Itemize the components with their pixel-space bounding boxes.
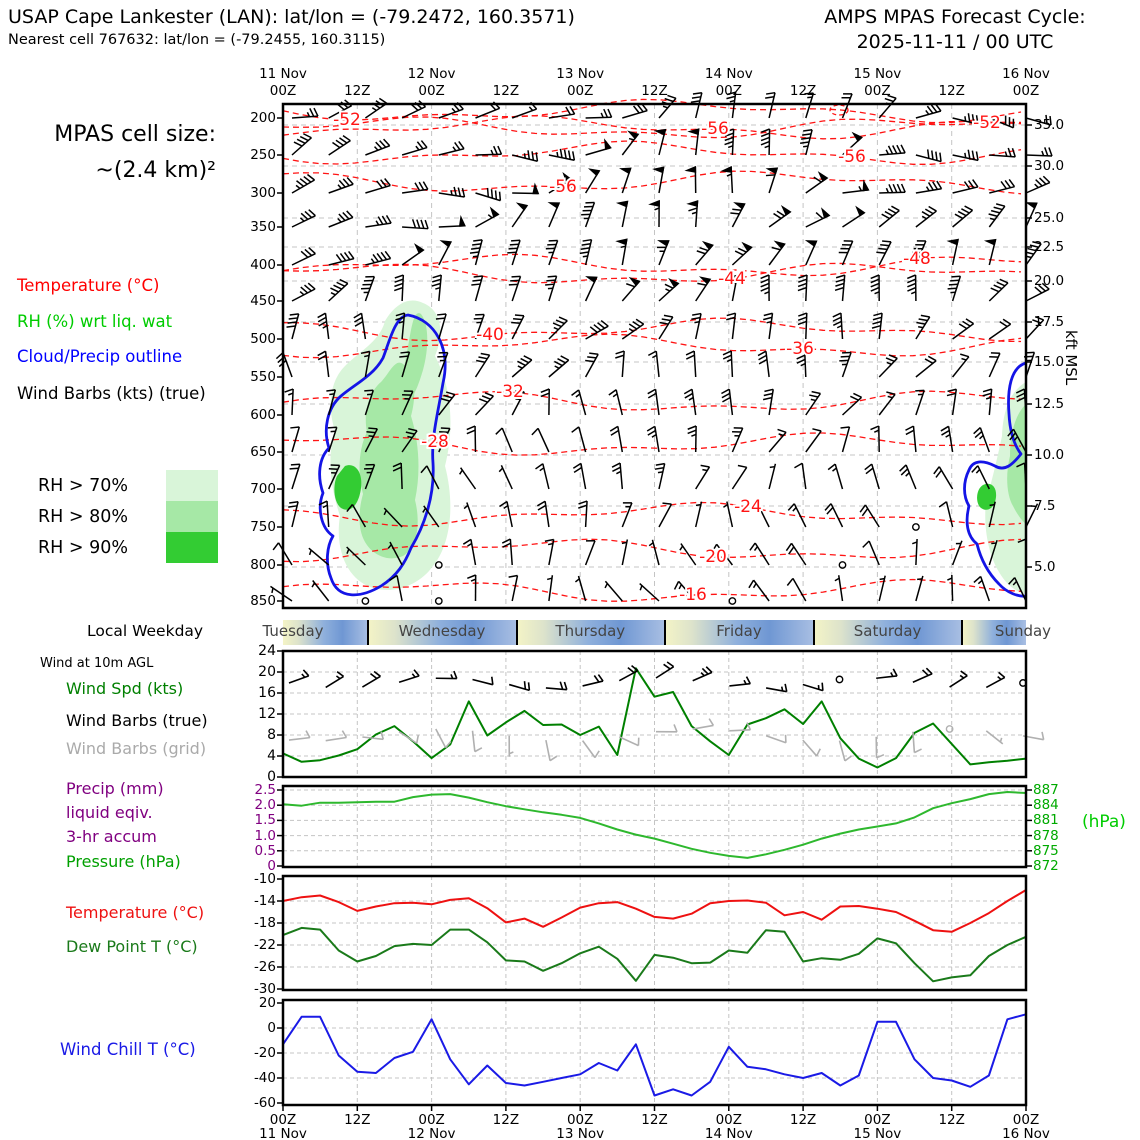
wind-ytick: 16 — [258, 685, 276, 701]
forecast-cycle-title: AMPS MPAS Forecast Cycle: — [824, 6, 1086, 28]
pressure-panel-plot — [283, 786, 1026, 867]
precip-label-1: Precip (mm) — [66, 779, 164, 798]
bottom-hour-tick: 00Z — [418, 1112, 445, 1128]
svg-text:-52: -52 — [973, 113, 1001, 133]
precip-ytick: 1.0 — [254, 827, 276, 844]
pressure-tick: 250 — [250, 147, 276, 163]
bottom-hour-tick: 00Z — [269, 1112, 297, 1128]
rh90-label: RH > 90% — [38, 537, 129, 558]
wind-ytick: 8 — [267, 727, 276, 743]
svg-text:-40: -40 — [476, 325, 504, 345]
pressure-tick: 800 — [250, 557, 276, 573]
rh80-row — [38, 501, 218, 532]
pressure-tick: 300 — [250, 185, 276, 201]
svg-text:-56: -56 — [701, 119, 729, 139]
windchill-panel-plot — [283, 1000, 1026, 1105]
svg-text:-56: -56 — [549, 177, 577, 197]
wind-ytick: 12 — [258, 706, 276, 722]
bottom-hour-tick: 12Z — [938, 1112, 965, 1128]
precip-ytick: 0.5 — [254, 842, 276, 859]
top-date-tick: 14 Nov — [704, 66, 753, 82]
weekday-name: Sunday — [994, 622, 1052, 640]
weekday-name: Wednesday — [398, 622, 486, 640]
top-hour-tick: 12Z — [938, 83, 965, 99]
bottom-hour-tick: 12Z — [789, 1112, 817, 1128]
top-hour-tick: 12Z — [344, 83, 371, 99]
top-date-tick: 11 Nov — [259, 66, 307, 82]
temp-ytick: -26 — [253, 959, 276, 975]
temperature-panel-plot — [283, 876, 1026, 990]
precip-ytick: 0 — [267, 858, 276, 874]
bottom-hour-tick: 00Z — [864, 1112, 891, 1128]
weekday-name: Tuesday — [262, 622, 324, 640]
svg-text:-20: -20 — [699, 547, 727, 567]
pressure-label: Pressure (hPa) — [66, 852, 181, 871]
kft-tick: 30.0 — [1034, 158, 1065, 174]
bottom-hour-tick: 00Z — [1012, 1112, 1040, 1128]
rh90-swatch — [166, 532, 218, 563]
pressure-ytick: 878 — [1033, 827, 1059, 844]
top-hour-tick: 00Z — [566, 83, 594, 99]
bottom-hour-tick: 12Z — [641, 1112, 668, 1128]
chill-ytick: 20 — [258, 995, 276, 1011]
rh80-swatch — [166, 501, 218, 532]
pressure-tick: 550 — [250, 369, 276, 385]
pressure-ytick: 881 — [1033, 812, 1059, 829]
weekday-name: Saturday — [853, 622, 922, 640]
weekday-divider — [516, 620, 518, 645]
local-weekday-label: Local Weekday — [87, 622, 204, 640]
pressure-tick: 650 — [250, 444, 276, 460]
bottom-hour-tick: 12Z — [492, 1112, 520, 1128]
top-date-tick: 16 Nov — [1002, 66, 1050, 82]
wind-panel-plot — [283, 651, 1026, 777]
hpa-unit-label: (hPa) — [1082, 812, 1126, 832]
wind-ytick: 4 — [267, 748, 276, 764]
temp-ytick: -10 — [253, 871, 276, 887]
top-hour-tick: 00Z — [418, 83, 445, 99]
top-hour-tick: 00Z — [715, 83, 743, 99]
svg-text:-24: -24 — [734, 497, 762, 517]
kft-tick: 12.5 — [1034, 396, 1065, 412]
kft-tick: 10.0 — [1034, 447, 1065, 463]
svg-text:-16: -16 — [679, 585, 707, 605]
pressure-ytick: 875 — [1033, 842, 1059, 859]
windchill-label: Wind Chill T (°C) — [60, 1040, 196, 1059]
pressure-ytick: 872 — [1033, 858, 1059, 874]
kft-tick: 15.0 — [1034, 354, 1065, 370]
bottom-hour-tick: 00Z — [566, 1112, 594, 1128]
top-date-tick: 15 Nov — [853, 66, 902, 82]
weekday-divider — [961, 620, 963, 645]
kft-tick: 20.0 — [1034, 273, 1065, 289]
top-hour-tick: 00Z — [1012, 83, 1040, 99]
svg-text:-56: -56 — [838, 147, 866, 167]
temperature-label: Temperature (°C) — [66, 903, 205, 922]
bottom-date-tick: 11 Nov — [259, 1126, 307, 1140]
wind-ytick: 24 — [258, 643, 276, 659]
bottom-hour-tick: 12Z — [344, 1112, 371, 1128]
wind10m-label: Wind at 10m AGL — [40, 656, 154, 671]
top-hour-tick: 00Z — [269, 83, 297, 99]
top-date-tick: 12 Nov — [407, 66, 456, 82]
bottom-hour-tick: 00Z — [715, 1112, 743, 1128]
weekday-name: Thursday — [555, 622, 626, 640]
top-date-tick: 13 Nov — [556, 66, 605, 82]
svg-text:-48: -48 — [903, 249, 931, 269]
kft-tick: 25.0 — [1034, 210, 1065, 226]
forecast-cycle-date: 2025-11-11 / 00 UTC — [856, 31, 1054, 53]
wind-spd-label: Wind Spd (kts) — [66, 679, 184, 698]
legend-rh: RH (%) wrt liq. wat — [17, 312, 173, 331]
pressure-tick: 400 — [250, 257, 276, 273]
wind-ytick: 20 — [258, 664, 276, 680]
temp-ytick: -22 — [253, 937, 276, 953]
legend-windbarbs: Wind Barbs (kts) (true) — [17, 384, 206, 403]
pressure-tick: 750 — [250, 519, 276, 535]
dewpoint-label: Dew Point T (°C) — [66, 937, 198, 956]
pressure-tick: 200 — [250, 110, 276, 126]
cell-size-label: MPAS cell size: — [54, 122, 216, 147]
kft-tick: 7.5 — [1034, 498, 1056, 514]
top-hour-tick: 00Z — [864, 83, 891, 99]
svg-text:-52: -52 — [333, 110, 361, 130]
legend-cloud: Cloud/Precip outline — [17, 347, 183, 366]
rh70-row — [38, 470, 218, 501]
cross-section-plot — [283, 104, 1026, 608]
bottom-date-tick: 12 Nov — [407, 1126, 456, 1140]
kft-tick: 22.5 — [1034, 239, 1065, 255]
page-subtitle: Nearest cell 767632: lat/lon = (-79.2455, 160.3115) — [8, 32, 386, 48]
svg-text:-36: -36 — [786, 339, 814, 359]
pressure-tick: 850 — [250, 593, 276, 609]
wind-barbs-grid-label: Wind Barbs (grid) — [66, 739, 207, 758]
svg-text:-28: -28 — [421, 432, 449, 452]
kft-axis-label: kft MSL — [1062, 330, 1080, 386]
kft-tick: 35.0 — [1034, 117, 1065, 133]
top-hour-tick: 12Z — [789, 83, 817, 99]
rh80-label: RH > 80% — [38, 506, 129, 527]
pressure-tick: 500 — [250, 331, 276, 347]
pressure-tick: 600 — [250, 407, 276, 423]
svg-text:-32: -32 — [496, 382, 524, 402]
precip-label-2: liquid eqiv. — [66, 803, 153, 822]
pressure-ytick: 884 — [1033, 797, 1059, 814]
page-title: USAP Cape Lankester (LAN): lat/lon = (-79.2472, 160.3571) — [8, 6, 575, 28]
bottom-date-tick: 13 Nov — [556, 1126, 605, 1140]
temp-ytick: -18 — [253, 915, 276, 931]
weekday-name: Friday — [716, 622, 762, 640]
rh90-row — [38, 532, 218, 563]
top-hour-tick: 12Z — [492, 83, 520, 99]
wind-ytick: 0 — [267, 769, 276, 785]
cell-size-value: ~(2.4 km)² — [95, 158, 216, 183]
weekday-divider — [813, 620, 815, 645]
weekday-divider — [664, 620, 666, 645]
temp-ytick: -14 — [253, 893, 276, 909]
precip-ytick: 2.5 — [254, 782, 276, 798]
pressure-ytick: 887 — [1033, 782, 1059, 798]
kft-tick: 5.0 — [1034, 559, 1056, 575]
chill-ytick: -20 — [253, 1045, 276, 1061]
chill-ytick: -40 — [253, 1070, 276, 1086]
precip-ytick: 1.5 — [254, 812, 276, 829]
weekday-divider — [367, 620, 369, 645]
pressure-tick: 450 — [250, 293, 276, 309]
temp-ytick: -30 — [253, 981, 276, 997]
svg-text:-44: -44 — [718, 269, 746, 289]
precip-label-3: 3-hr accum — [66, 827, 157, 846]
rh70-swatch — [166, 470, 218, 501]
wind-barbs-true-label: Wind Barbs (true) — [66, 711, 208, 730]
bottom-date-tick: 16 Nov — [1002, 1126, 1050, 1140]
pressure-tick: 350 — [250, 219, 276, 235]
bottom-date-tick: 14 Nov — [704, 1126, 753, 1140]
chill-ytick: -60 — [253, 1095, 276, 1111]
chill-ytick: 0 — [267, 1020, 276, 1036]
kft-tick: 17.5 — [1034, 314, 1065, 330]
rh70-label: RH > 70% — [38, 475, 129, 496]
top-hour-tick: 12Z — [641, 83, 668, 99]
bottom-date-tick: 15 Nov — [853, 1126, 902, 1140]
precip-ytick: 2.0 — [254, 797, 276, 814]
legend-temperature: Temperature (°C) — [17, 276, 160, 295]
pressure-tick: 700 — [250, 481, 276, 497]
